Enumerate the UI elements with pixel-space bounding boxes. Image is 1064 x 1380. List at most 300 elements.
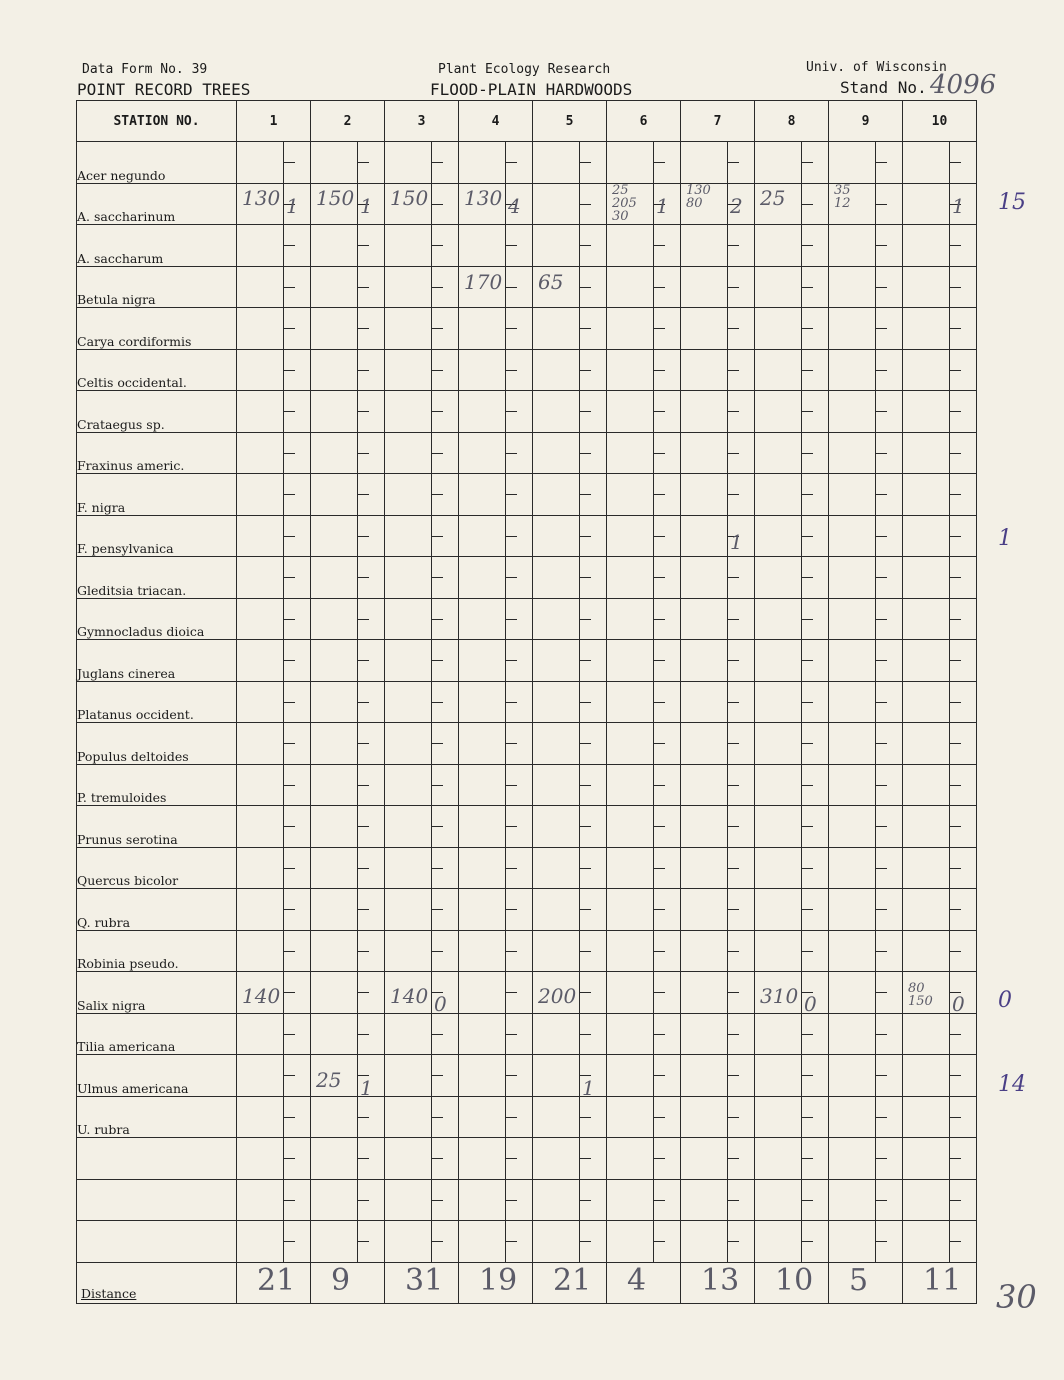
record-cell — [681, 1055, 755, 1097]
cell-tick — [949, 245, 961, 246]
cell-tick — [283, 1200, 295, 1201]
header-center-2: FLOOD-PLAIN HARDWOODS — [430, 80, 633, 99]
record-cell — [237, 1013, 311, 1055]
record-cell — [903, 1013, 977, 1055]
distance-value: 11 — [923, 1262, 962, 1298]
cell-tick — [949, 1241, 961, 1242]
species-row — [77, 723, 977, 765]
record-cell — [237, 930, 311, 972]
record-cell — [755, 474, 829, 516]
species-name: Gymnocladus dioica — [77, 598, 237, 640]
cell-tick — [579, 951, 591, 952]
cell-tick — [579, 1241, 591, 1242]
record-cell — [829, 847, 903, 889]
species-row — [77, 1055, 977, 1097]
cell-tick — [579, 826, 591, 827]
record-cell — [903, 847, 977, 889]
record-cell — [311, 142, 385, 184]
cell-tick — [653, 660, 665, 661]
record-cell — [311, 889, 385, 931]
cell-tick — [727, 660, 739, 661]
handwritten-entry: 25 205 30 — [612, 183, 637, 224]
record-cell — [829, 391, 903, 433]
record-cell — [533, 889, 607, 931]
record-cell — [903, 432, 977, 474]
cell-tick — [875, 204, 887, 205]
station-number-4: 4 — [459, 101, 533, 142]
cell-tick — [431, 411, 443, 412]
record-cell — [237, 1096, 311, 1138]
cell-tick — [875, 743, 887, 744]
cell-tick — [949, 951, 961, 952]
cell-tick — [727, 1158, 739, 1159]
species-row — [77, 930, 977, 972]
handwritten-entry: 150 — [390, 186, 429, 210]
distance-value: 21 — [257, 1262, 296, 1298]
cell-tick — [579, 1117, 591, 1118]
species-name: Fraxinus americ. — [77, 432, 237, 474]
record-cell — [459, 847, 533, 889]
station-number-5: 5 — [533, 101, 607, 142]
species-name: Tilia americana — [77, 1013, 237, 1055]
cell-tick — [579, 909, 591, 910]
record-cell — [385, 1138, 459, 1180]
record-cell — [903, 183, 977, 225]
record-cell — [755, 1221, 829, 1263]
record-cell — [311, 308, 385, 350]
cell-tick — [283, 1241, 295, 1242]
cell-tick — [875, 328, 887, 329]
cell-tick — [801, 370, 813, 371]
record-cell — [237, 889, 311, 931]
cell-tick — [727, 453, 739, 454]
cell-tick — [949, 702, 961, 703]
stand-number: 4096 — [930, 70, 997, 100]
record-cell — [459, 349, 533, 391]
species-name: U. rubra — [77, 1096, 237, 1138]
cell-tick — [727, 328, 739, 329]
cell-tick — [431, 204, 443, 205]
record-cell — [237, 225, 311, 267]
record-cell — [755, 142, 829, 184]
species-row — [77, 225, 977, 267]
cell-tick — [431, 619, 443, 620]
cell-tick — [357, 826, 369, 827]
record-cell — [459, 723, 533, 765]
cell-tick — [727, 287, 739, 288]
cell-tick — [801, 1241, 813, 1242]
handwritten-entry: 140 — [390, 984, 429, 1008]
cell-tick — [875, 702, 887, 703]
record-cell — [533, 142, 607, 184]
distance-value: 13 — [701, 1262, 740, 1298]
cell-tick — [431, 785, 443, 786]
species-row — [77, 640, 977, 682]
record-cell — [681, 1221, 755, 1263]
species-name: P. tremuloides — [77, 764, 237, 806]
cell-tick — [431, 1200, 443, 1201]
record-cell — [903, 1179, 977, 1221]
record-cell — [681, 598, 755, 640]
record-cell — [607, 308, 681, 350]
record-cell — [385, 1221, 459, 1263]
record-cell — [237, 806, 311, 848]
species-name: Robinia pseudo. — [77, 930, 237, 972]
record-cell — [607, 1096, 681, 1138]
cell-tick — [949, 577, 961, 578]
record-cell — [755, 640, 829, 682]
record-cell — [237, 142, 311, 184]
cell-tick — [949, 868, 961, 869]
record-cell — [311, 1096, 385, 1138]
record-cell — [237, 474, 311, 516]
cell-tick — [727, 494, 739, 495]
record-cell — [237, 847, 311, 889]
row-total: 14 — [998, 1072, 1026, 1097]
record-cell — [459, 640, 533, 682]
record-cell — [385, 640, 459, 682]
record-cell — [903, 308, 977, 350]
record-cell — [311, 349, 385, 391]
cell-tick — [505, 162, 517, 163]
cell-tick — [653, 951, 665, 952]
cell-tick — [653, 162, 665, 163]
cell-tick — [653, 785, 665, 786]
cell-tick — [875, 1117, 887, 1118]
cell-tick — [949, 411, 961, 412]
station-number-3: 3 — [385, 101, 459, 142]
record-cell — [385, 764, 459, 806]
cell-tick — [431, 577, 443, 578]
cell-tick — [801, 702, 813, 703]
record-cell — [533, 225, 607, 267]
cell-tick — [949, 536, 961, 537]
record-cell — [829, 1013, 903, 1055]
cell-tick — [875, 868, 887, 869]
cell-tick — [431, 951, 443, 952]
record-cell — [681, 515, 755, 557]
record-cell — [459, 1096, 533, 1138]
cell-tick — [357, 660, 369, 661]
cell-tick — [727, 868, 739, 869]
header-center-1: Plant Ecology Research — [438, 62, 611, 77]
cell-tick — [505, 743, 517, 744]
cell-tick — [949, 287, 961, 288]
record-cell — [459, 225, 533, 267]
record-cell — [311, 432, 385, 474]
record-cell — [607, 640, 681, 682]
cell-tick — [505, 577, 517, 578]
record-cell — [755, 764, 829, 806]
cell-tick — [505, 1200, 517, 1201]
species-name: F. nigra — [77, 474, 237, 516]
cell-tick — [505, 411, 517, 412]
record-cell — [681, 930, 755, 972]
station-number-8: 8 — [755, 101, 829, 142]
record-cell — [755, 308, 829, 350]
species-row — [77, 308, 977, 350]
cell-tick — [357, 1117, 369, 1118]
record-cell — [903, 225, 977, 267]
record-cell — [533, 806, 607, 848]
cell-tick — [801, 909, 813, 910]
record-cell — [237, 308, 311, 350]
cell-tick — [505, 619, 517, 620]
record-cell — [607, 391, 681, 433]
cell-tick — [431, 162, 443, 163]
record-cell — [755, 889, 829, 931]
species-name: Quercus bicolor — [77, 847, 237, 889]
record-cell — [311, 1221, 385, 1263]
distance-cell — [459, 1262, 533, 1304]
record-cell — [533, 640, 607, 682]
species-name: Celtis occidental. — [77, 349, 237, 391]
header-right-1: Univ. of Wisconsin — [806, 60, 947, 75]
cell-tick — [579, 453, 591, 454]
cell-tick — [431, 702, 443, 703]
record-cell — [681, 1013, 755, 1055]
record-cell — [903, 515, 977, 557]
cell-tick — [727, 826, 739, 827]
record-cell — [829, 266, 903, 308]
handwritten-count: 1 — [286, 194, 299, 218]
cell-tick — [801, 743, 813, 744]
record-cell — [829, 598, 903, 640]
cell-tick — [283, 992, 295, 993]
cell-tick — [431, 536, 443, 537]
cell-tick — [357, 162, 369, 163]
cell-tick — [505, 826, 517, 827]
cell-tick — [579, 992, 591, 993]
cell-tick — [579, 245, 591, 246]
record-cell — [829, 1138, 903, 1180]
handwritten-entry: 130 — [242, 186, 281, 210]
record-cell — [829, 308, 903, 350]
cell-tick — [653, 453, 665, 454]
record-cell — [237, 723, 311, 765]
record-cell — [829, 225, 903, 267]
cell-tick — [283, 743, 295, 744]
record-cell — [607, 806, 681, 848]
record-cell — [903, 391, 977, 433]
record-cell — [459, 557, 533, 599]
cell-tick — [579, 702, 591, 703]
record-cell — [829, 1055, 903, 1097]
cell-tick — [579, 536, 591, 537]
cell-tick — [801, 453, 813, 454]
record-cell — [237, 640, 311, 682]
record-cell — [681, 723, 755, 765]
species-name: A. saccharum — [77, 225, 237, 267]
cell-tick — [801, 494, 813, 495]
record-cell — [459, 515, 533, 557]
record-cell — [829, 681, 903, 723]
station-number-6: 6 — [607, 101, 681, 142]
cell-tick — [727, 1034, 739, 1035]
cell-tick — [357, 453, 369, 454]
handwritten-entry: 140 — [242, 984, 281, 1008]
distance-cell — [755, 1262, 829, 1304]
cell-tick — [801, 245, 813, 246]
cell-tick — [949, 162, 961, 163]
record-cell — [533, 723, 607, 765]
record-cell — [385, 1179, 459, 1221]
record-cell — [385, 1096, 459, 1138]
distance-cell — [311, 1262, 385, 1304]
cell-tick — [801, 287, 813, 288]
record-cell — [311, 225, 385, 267]
cell-tick — [505, 536, 517, 537]
record-cell — [237, 1221, 311, 1263]
cell-tick — [727, 1200, 739, 1201]
record-cell — [903, 723, 977, 765]
cell-tick — [505, 1034, 517, 1035]
cell-tick — [875, 494, 887, 495]
cell-tick — [579, 287, 591, 288]
record-cell — [459, 1221, 533, 1263]
species-name: Acer negundo — [77, 142, 237, 184]
distance-total: 30 — [996, 1278, 1037, 1316]
record-cell — [829, 142, 903, 184]
species-name: Platanus occident. — [77, 681, 237, 723]
species-row — [77, 1179, 977, 1221]
handwritten-entry: 200 — [538, 984, 577, 1008]
record-cell — [681, 308, 755, 350]
distance-value: 4 — [627, 1262, 647, 1298]
cell-tick — [283, 411, 295, 412]
species-row — [77, 391, 977, 433]
record-cell — [607, 681, 681, 723]
record-cell — [459, 1138, 533, 1180]
record-cell — [311, 640, 385, 682]
cell-tick — [283, 1117, 295, 1118]
record-cell — [311, 930, 385, 972]
handwritten-count: 0 — [804, 992, 817, 1016]
cell-tick — [801, 1075, 813, 1076]
distance-cell — [607, 1262, 681, 1304]
record-cell — [829, 349, 903, 391]
record-cell — [903, 349, 977, 391]
record-cell — [903, 1096, 977, 1138]
record-cell — [237, 1138, 311, 1180]
distance-cell — [237, 1262, 311, 1304]
record-cell — [607, 889, 681, 931]
cell-tick — [579, 370, 591, 371]
cell-tick — [727, 577, 739, 578]
cell-tick — [431, 287, 443, 288]
cell-tick — [801, 411, 813, 412]
cell-tick — [949, 826, 961, 827]
cell-tick — [357, 370, 369, 371]
species-name: Crataegus sp. — [77, 391, 237, 433]
cell-tick — [653, 992, 665, 993]
record-cell — [459, 764, 533, 806]
record-cell — [533, 515, 607, 557]
record-cell — [533, 391, 607, 433]
cell-tick — [653, 1158, 665, 1159]
cell-tick — [357, 868, 369, 869]
cell-tick — [505, 1158, 517, 1159]
record-cell — [237, 764, 311, 806]
record-cell — [459, 474, 533, 516]
cell-tick — [283, 619, 295, 620]
record-cell — [311, 266, 385, 308]
cell-tick — [727, 619, 739, 620]
record-cell — [385, 1013, 459, 1055]
cell-tick — [949, 660, 961, 661]
record-cell — [829, 1221, 903, 1263]
distance-value: 21 — [553, 1262, 592, 1298]
record-cell — [459, 142, 533, 184]
record-cell — [681, 142, 755, 184]
cell-tick — [357, 992, 369, 993]
station-number-2: 2 — [311, 101, 385, 142]
record-cell — [311, 972, 385, 1014]
cell-tick — [727, 702, 739, 703]
cell-tick — [505, 328, 517, 329]
cell-tick — [653, 1117, 665, 1118]
handwritten-entry: 65 — [538, 270, 564, 294]
record-cell — [533, 557, 607, 599]
cell-tick — [653, 619, 665, 620]
cell-tick — [579, 1034, 591, 1035]
cell-tick — [579, 328, 591, 329]
species-name: Populus deltoides — [77, 723, 237, 765]
record-cell — [829, 764, 903, 806]
cell-tick — [505, 702, 517, 703]
cell-tick — [801, 868, 813, 869]
record-cell — [755, 930, 829, 972]
cell-tick — [283, 702, 295, 703]
cell-tick — [949, 909, 961, 910]
record-cell — [903, 1138, 977, 1180]
cell-tick — [431, 370, 443, 371]
cell-tick — [653, 826, 665, 827]
cell-tick — [653, 743, 665, 744]
handwritten-entry: 25 — [760, 186, 786, 210]
record-cell — [533, 308, 607, 350]
cell-tick — [283, 1075, 295, 1076]
cell-tick — [505, 1117, 517, 1118]
record-cell — [829, 640, 903, 682]
record-cell — [903, 598, 977, 640]
record-cell — [607, 474, 681, 516]
cell-tick — [727, 245, 739, 246]
record-cell — [385, 681, 459, 723]
cell-tick — [875, 785, 887, 786]
record-cell — [755, 515, 829, 557]
record-cell — [385, 1055, 459, 1097]
form-number: Data Form No. 39 — [82, 62, 208, 77]
cell-tick — [579, 204, 591, 205]
record-cell — [459, 1055, 533, 1097]
record-cell — [755, 1179, 829, 1221]
record-cell — [459, 889, 533, 931]
cell-tick — [283, 162, 295, 163]
cell-tick — [431, 1241, 443, 1242]
handwritten-entry: 130 — [464, 186, 503, 210]
handwritten-count: 1 — [582, 1076, 595, 1100]
cell-tick — [875, 536, 887, 537]
cell-tick — [283, 328, 295, 329]
cell-tick — [949, 785, 961, 786]
record-cell — [533, 1013, 607, 1055]
record-cell — [607, 1055, 681, 1097]
record-cell — [459, 391, 533, 433]
record-cell — [903, 889, 977, 931]
record-cell — [681, 225, 755, 267]
record-cell — [903, 1055, 977, 1097]
